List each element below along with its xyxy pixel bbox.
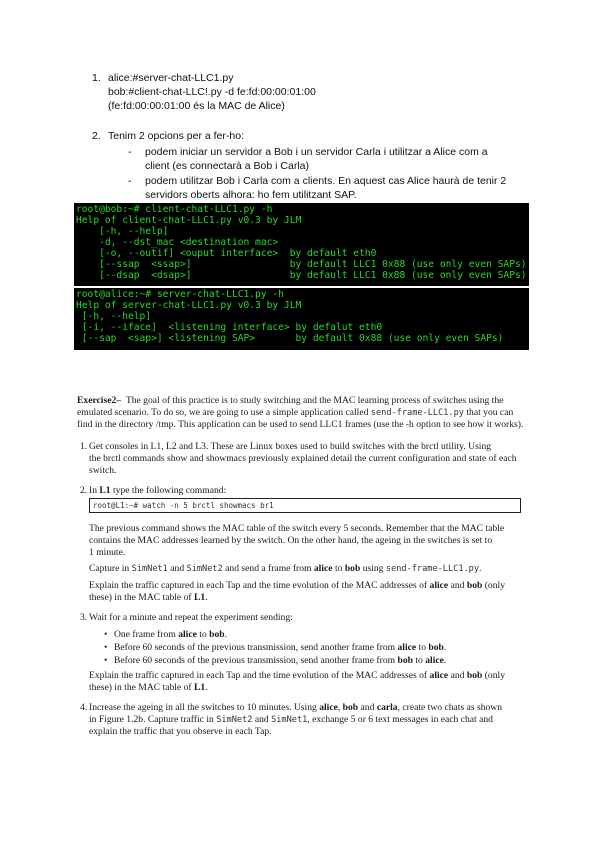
intro-text: The goal of this practice is to study switching and the MAC learning process of switches using the xyxy=(125,395,504,406)
terminal-line: [-h, --help] xyxy=(76,226,169,237)
terminal-line: [--sap <sap>] <listening SAP> by default 0x88 (use only even SAPs) xyxy=(76,333,504,344)
exercise-heading: Exercise2– xyxy=(77,395,122,406)
list-text: bob:#client-chat-LLC!.py -d fe:fd:00:00:01:00 xyxy=(108,86,316,98)
exercise-intro-line xyxy=(77,395,503,407)
item-number: 1. xyxy=(80,441,88,452)
terminal-line: [-o, --outif] <ouput interface> by default eth0 xyxy=(76,248,377,259)
bullet-text: Before 60 seconds of the previous transmission, send another frame from bob to alice. xyxy=(114,655,447,666)
item-text: Wait for a minute and repeat the experiment sending: xyxy=(89,612,293,623)
terminal-line: root@alice:~# server-chat-LLC1.py -h xyxy=(76,289,284,300)
terminal-line: [-i, --iface] <listening interface> by defalut eth0 xyxy=(76,322,383,333)
terminal-line: root@bob:~# client-chat-LLC1.py -h xyxy=(76,204,273,215)
intro-text: emulated scenario. To do so, we are going to use a simple application called xyxy=(77,407,369,418)
list-text: client (es connectarà a Bob i Carla) xyxy=(145,160,309,172)
terminal-line: Help of client-chat-LLC1.py v0.3 by JLM xyxy=(76,215,302,226)
item-text: Get consoles in L1, L2 and L3. These are Linux boxes used to build switches with the brctl utility. Using xyxy=(89,441,492,452)
exercise-intro-line xyxy=(77,407,513,420)
item-text: these) in the MAC table of L1. xyxy=(89,682,208,693)
item-text: in Figure 1.2b. Capture traffic in SimNet2 and SimNet1, exchange 5 or 6 text messages in each chat and xyxy=(89,714,493,725)
terminal-server-help xyxy=(74,288,529,350)
item-text: The previous command shows the MAC table of the switch every 5 seconds. Remember that the MAC table xyxy=(89,523,505,534)
bullet: • xyxy=(104,655,108,666)
terminal-line: Help of server-chat-LLC1.py v0.3 by JLM xyxy=(76,300,302,311)
terminal-client-help xyxy=(74,203,529,286)
dash-bullet: - xyxy=(128,146,132,158)
list-number: 1. xyxy=(92,72,101,84)
item-text: Capture in SimNet1 and SimNet2 and send a frame from alice to bob using send-frame-LLC1.py. xyxy=(89,563,482,574)
list-text: Tenim 2 opcions per a fer-ho: xyxy=(108,130,244,142)
list-text: podem utilitzar Bob i Carla com a clients. En aquest cas Alice haurà de tenir 2 xyxy=(145,175,507,187)
item-number: 2. xyxy=(80,485,88,496)
list-text: servidors oberts alhora: ho fem utilitzant SAP. xyxy=(145,189,357,201)
list-text: podem iniciar un servidor a Bob i un servidor Carla i utilitzar a Alice com a xyxy=(145,146,488,158)
item-text: switch. xyxy=(89,465,117,476)
terminal-line: -d, --dst_mac <destination mac> xyxy=(76,237,279,248)
item-text: Explain the traffic captured in each Tap and the time evolution of the MAC addresses of alice and bob (only xyxy=(89,580,505,591)
bullet-text: Before 60 seconds of the previous transmission, send another frame from alice to bob. xyxy=(114,642,447,653)
terminal-line: [--dsap <dsap>] by default LLC1 0x88 (use only even SAPs) xyxy=(76,270,527,281)
code-inline: send-frame-LLC1.py xyxy=(370,408,464,418)
item-text: explain the traffic that you observe in each Tap. xyxy=(89,726,272,737)
list-number: 2. xyxy=(92,130,101,142)
command-box: root@L1:~# watch -n 5 brctl showmacs br1 xyxy=(89,498,521,513)
item-text: Explain the traffic captured in each Tap and the time evolution of the MAC addresses of alice and bob (only xyxy=(89,670,505,681)
item-number: 3. xyxy=(80,612,88,623)
list-text: alice:#server-chat-LLC1.py xyxy=(108,72,234,84)
intro-text: that you can xyxy=(466,407,514,418)
dash-bullet: - xyxy=(128,175,132,187)
item-number: 4. xyxy=(80,702,88,713)
terminal-line: [-h, --help] xyxy=(76,311,152,322)
exercise-intro-line: find in the directory /tmp. This application can be used to send LLC1 frames (use the -h option to see how it works). xyxy=(77,419,524,430)
item-text: In L1 type the following command: xyxy=(89,485,227,496)
item-text: contains the MAC addresses learned by the switch. On the other hand, the ageing in the switches is set to xyxy=(89,535,493,546)
list-text: (fe:fd:00:00:01:00 és la MAC de Alice) xyxy=(108,100,285,112)
bullet: • xyxy=(104,629,108,640)
bullet-text: One frame from alice to bob. xyxy=(114,629,228,640)
item-text: these) in the MAC table of L1. xyxy=(89,592,208,603)
item-text: the brctl commands show and showmacs previously explained detail the current configuration and state of each xyxy=(89,453,517,464)
item-text: Increase the ageing in all the switches to 10 minutes. Using alice, bob and carla, create two chats as shown xyxy=(89,702,503,713)
item-text: 1 minute. xyxy=(89,547,126,558)
bullet: • xyxy=(104,642,108,653)
terminal-line: [--ssap <ssap>] by default LLC1 0x88 (use only even SAPs) xyxy=(76,259,527,270)
